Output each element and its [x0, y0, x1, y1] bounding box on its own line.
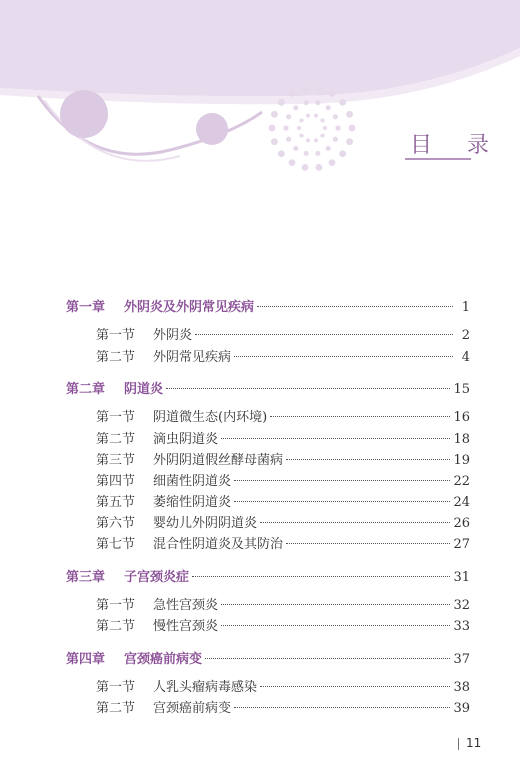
toc-chapter-row — [66, 296, 470, 316]
dot-leader — [221, 438, 450, 439]
toc-page-number: 4 — [461, 350, 470, 365]
toc-page-number: 27 — [453, 537, 470, 552]
toc-section-row — [96, 470, 470, 490]
section-title: 细菌性阴道炎 — [153, 474, 232, 489]
section-number: 第六节 — [96, 516, 136, 531]
section-number: 第七节 — [96, 537, 136, 552]
toc-section-row — [96, 594, 470, 614]
section-number: 第四节 — [96, 474, 136, 489]
chapter-number: 第二章 — [66, 382, 106, 397]
toc-page-number: 19 — [453, 453, 470, 468]
toc-page-number: 24 — [453, 495, 470, 510]
toc-page-number: 1 — [461, 300, 470, 315]
toc-chapter-row — [66, 566, 470, 586]
dot-leader — [270, 416, 450, 417]
toc-section-row — [96, 676, 470, 696]
toc-section-row — [96, 346, 470, 366]
section-number: 第二节 — [96, 432, 136, 447]
toc-page-number: 2 — [461, 328, 470, 343]
dot-leader — [192, 576, 450, 577]
dot-leader — [234, 501, 450, 502]
dot-leader — [257, 306, 453, 307]
section-number: 第一节 — [96, 598, 136, 613]
section-title: 婴幼儿外阴阴道炎 — [153, 516, 258, 531]
chapter-number: 第四章 — [66, 652, 106, 667]
toc-chapter-row — [66, 378, 470, 398]
toc-page-number: 16 — [453, 410, 470, 425]
chapter-number: 第一章 — [66, 300, 106, 315]
toc-section-row — [96, 428, 470, 448]
toc-page-number: 38 — [453, 680, 470, 695]
toc-page-number: 31 — [453, 570, 470, 585]
toc-page-number: 39 — [453, 701, 470, 716]
dot-leader — [234, 480, 450, 481]
section-title: 阴道微生态(内环境) — [153, 410, 268, 425]
footer-divider — [458, 738, 459, 750]
section-title: 宫颈癌前病变 — [153, 701, 232, 716]
chapter-title: 外阴炎及外阴常见疾病 — [124, 300, 255, 315]
dot-leader — [260, 522, 450, 523]
page-number: 11 — [466, 736, 482, 750]
toc-chapter-row — [66, 648, 470, 668]
section-number: 第一节 — [96, 410, 136, 425]
toc-page-number: 18 — [453, 432, 470, 447]
toc-section-row — [96, 324, 470, 344]
chapter-title: 阴道炎 — [124, 382, 164, 397]
section-number: 第二节 — [96, 701, 136, 716]
toc-page-number: 15 — [453, 382, 470, 397]
toc-page-number: 32 — [453, 598, 470, 613]
section-number: 第三节 — [96, 453, 136, 468]
toc-section-row — [96, 491, 470, 511]
section-title: 慢性宫颈炎 — [153, 619, 219, 634]
dot-leader — [286, 543, 450, 544]
dot-leader — [221, 625, 450, 626]
chapter-number: 第三章 — [66, 570, 106, 585]
dot-leader — [234, 707, 450, 708]
section-title: 外阴常见疾病 — [153, 350, 232, 365]
section-title: 萎缩性阴道炎 — [153, 495, 232, 510]
page-title: 目 录 — [410, 133, 503, 158]
section-number: 第五节 — [96, 495, 136, 510]
toc-section-row — [96, 533, 470, 553]
section-number: 第二节 — [96, 350, 136, 365]
dot-leader — [286, 459, 450, 460]
toc-page-number: 33 — [453, 619, 470, 634]
toc-section-row — [96, 697, 470, 717]
section-title: 外阴炎 — [153, 328, 193, 343]
toc-page-number: 26 — [453, 516, 470, 531]
dot-leader — [234, 356, 453, 357]
dot-leader — [260, 686, 450, 687]
dot-leader — [166, 388, 450, 389]
section-title: 滴虫阴道炎 — [153, 432, 219, 447]
section-title: 急性宫颈炎 — [153, 598, 219, 613]
toc-section-row — [96, 449, 470, 469]
dot-leader — [205, 658, 450, 659]
toc-page-number: 37 — [453, 652, 470, 667]
section-title: 混合性阴道炎及其防治 — [153, 537, 284, 552]
section-number: 第二节 — [96, 619, 136, 634]
section-number: 第一节 — [96, 328, 136, 343]
section-number: 第一节 — [96, 680, 136, 695]
dot-leader — [221, 604, 450, 605]
section-title: 外阴阴道假丝酵母菌病 — [153, 453, 284, 468]
toc-section-row — [96, 406, 470, 426]
chapter-title: 子宫颈炎症 — [124, 570, 190, 585]
chapter-title: 宫颈癌前病变 — [124, 652, 203, 667]
toc-page-number: 22 — [453, 474, 470, 489]
toc-section-row — [96, 512, 470, 532]
toc-section-row — [96, 615, 470, 635]
dot-leader — [195, 334, 453, 335]
section-title: 人乳头瘤病毒感染 — [153, 680, 258, 695]
